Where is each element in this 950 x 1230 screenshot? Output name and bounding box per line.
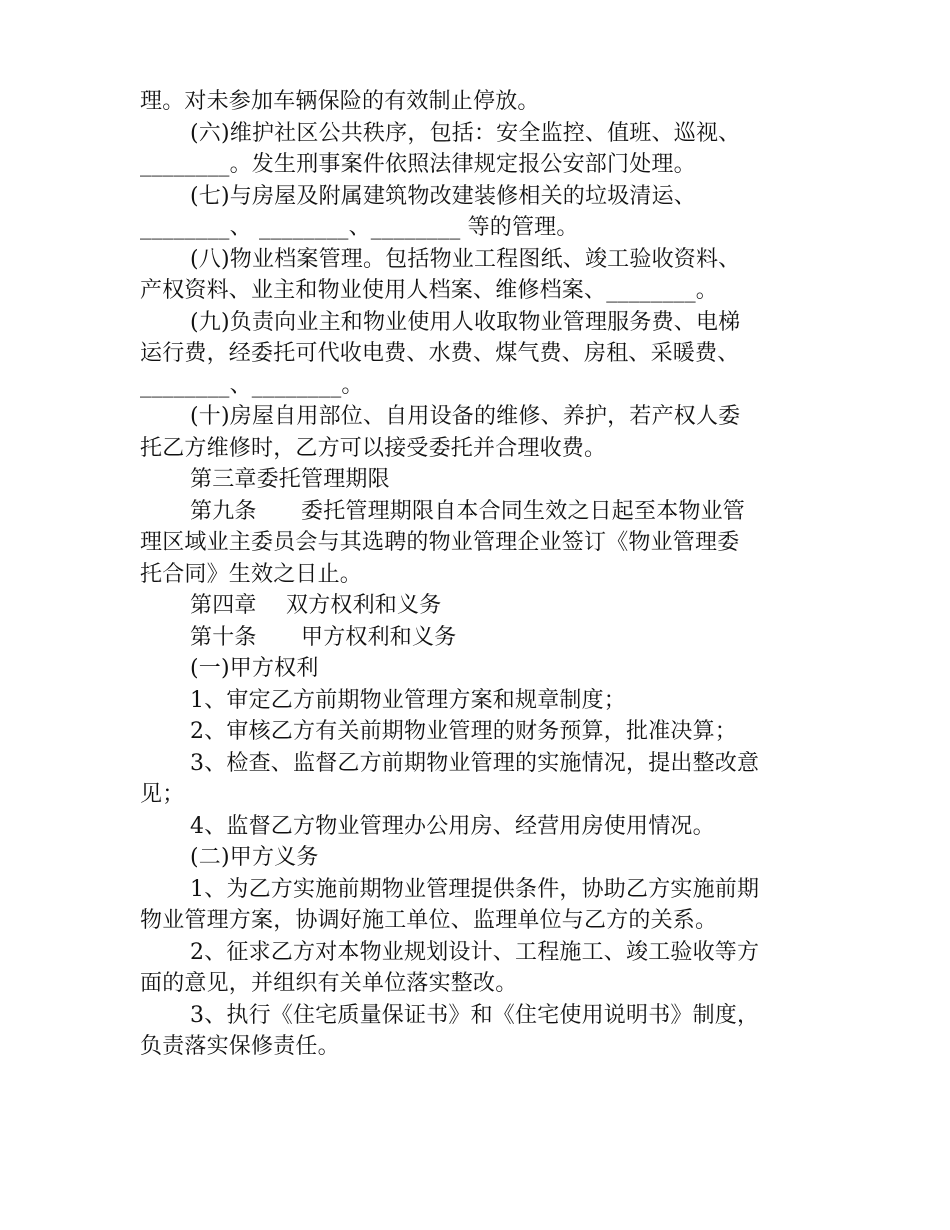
text-line: 第十条 甲方权利和义务: [190, 624, 457, 650]
text-line: ________、 ________、________ 等的管理。: [140, 215, 579, 240]
text-line: 物业管理方案，协调好施工单位、监理单位与乙方的关系。: [140, 908, 718, 933]
text-line: ________。发生刑事案件依照法律规定报公安部门处理。: [140, 152, 696, 177]
text-line: (七)与房屋及附属建筑物改建装修相关的垃圾清运、: [190, 183, 696, 209]
text-line: 第四章 双方权利和义务: [190, 593, 442, 618]
text-line: (九)负责向业主和物业使用人收取物业管理服务费、电梯: [190, 309, 741, 335]
text-line: 托乙方维修时，乙方可以接受委托并合理收费。: [140, 435, 607, 461]
text-line: (八)物业档案管理。包括物业工程图纸、竣工验收资料、: [190, 246, 741, 272]
text-line: 产权资料、业主和物业使用人档案、维修档案、________。: [140, 278, 719, 303]
text-line: 第三章委托管理期限: [190, 467, 390, 492]
text-line: 负责落实保修责任。: [140, 1034, 340, 1059]
text-line: (二)甲方义务: [190, 845, 319, 870]
document-body: [140, 86, 812, 1063]
text-line: 4、监督乙方物业管理办公用房、经营用房使用情况。: [190, 813, 715, 839]
text-line: 2、审核乙方有关前期物业管理的财务预算，批准决算；: [190, 719, 737, 744]
text-line: 理区域业主委员会与其选聘的物业管理企业签订《物业管理委: [140, 530, 740, 555]
text-line: (十)房屋自用部位、自用设备的维修、养护，若产权人委: [190, 404, 741, 429]
text-line: 第九条 委托管理期限自本合同生效之日起至本物业管: [190, 498, 746, 524]
text-line: 1、审定乙方前期物业管理方案和规章制度；: [190, 687, 626, 713]
text-line: 运行费，经委托可代收电费、水费、煤气费、房租、采暖费、: [140, 341, 740, 366]
text-line: 托合同》生效之日止。: [140, 561, 363, 587]
text-line: ________、________。: [140, 372, 364, 398]
text-line: 3、检查、监督乙方前期物业管理的实施情况，提出整改意: [190, 750, 760, 776]
text-line: 面的意见，并组织有关单位落实整改。: [140, 971, 518, 996]
text-line: (六)维护社区公共秩序，包括：安全监控、值班、巡视、: [190, 120, 741, 146]
text-line: 3、执行《住宅质量保证书》和《住宅使用说明书》制度，: [190, 1002, 760, 1028]
text-line: (一)甲方权利: [190, 656, 319, 681]
text-line: 1、为乙方实施前期物业管理提供条件，协助乙方实施前期: [190, 876, 760, 902]
text-line: 见；: [140, 782, 185, 807]
text-line: 2、征求乙方对本物业规划设计、工程施工、竣工验收等方: [190, 939, 760, 965]
text-line: 理。对未参加车辆保险的有效制止停放。: [140, 89, 540, 114]
